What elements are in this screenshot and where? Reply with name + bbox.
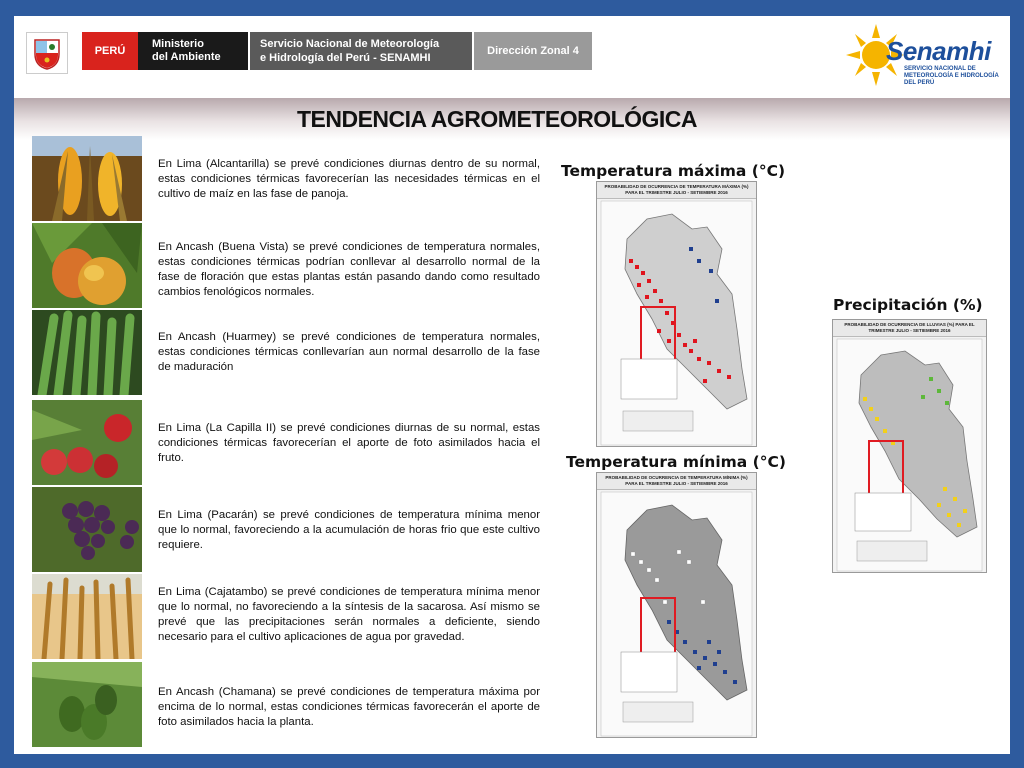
slide [14, 16, 1010, 754]
servicio-line2: e Hidrología del Perú - SENAMHI [260, 52, 431, 64]
avocado-image [32, 662, 142, 747]
precip-label: Precipitación (%) [833, 296, 983, 314]
tmin-map[interactable] [596, 472, 757, 738]
precip-map[interactable] [832, 319, 987, 573]
grape-image [32, 487, 142, 572]
ministerio-line2: del Ambiente [152, 51, 221, 63]
logo-wordmark: Senamhi [886, 36, 991, 66]
ministerio-line1: Ministerio [152, 38, 204, 50]
tmax-map[interactable] [596, 181, 757, 447]
apple-image [32, 400, 142, 485]
direccion-zonal-badge[interactable]: Dirección Zonal 4 [474, 32, 592, 70]
precip-map-title: PROBABILIDAD DE OCURRENCIA DE LLUVIAS (%) PARA EL TRIMESTRE JULIO - SETIEMBRE 2016 [833, 320, 986, 337]
corn-image [32, 136, 142, 221]
peru-badge[interactable]: PERÚ [82, 32, 138, 70]
asparagus-image [32, 310, 142, 395]
wheat-image [32, 574, 142, 659]
crop-description-6: En Lima (Cajatambo) se prevé condiciones de temperatura mínima menor que lo normal, no favoreciendo a la síntesis de la sacarosa. Así mismo se prevé que las precipitaciones serán normales a deficiente, siendo necesario para el cultivo aplicaciones de agua por gravedad. [158, 586, 540, 643]
mango-image [32, 223, 142, 308]
tmax-label: Temperatura máxima (°C) [561, 162, 786, 180]
senamhi-logo [846, 20, 1006, 92]
crop-description-1: En Lima (Alcantarilla) se prevé condiciones diurnas dentro de su normal, estas condiciones térmicas favorecerían las necesidades térmicas en el cultivo de maíz en las fase de panoja. [158, 158, 540, 200]
crop-description-2: En Ancash (Buena Vista) se prevé condiciones de temperatura normales, estas condiciones térmicas podrían conllevar al desarrollo normal de la fase de floración que estas plantas están pasando dando como resultado cambios fenológicos normales. [158, 241, 540, 298]
tmin-label: Temperatura mínima (°C) [566, 453, 786, 471]
crop-description-4: En Lima (La Capilla II) se prevé condiciones diurnas de su normal, estas condiciones térmicas favorecerían el aporte de foto asimilados hacia el fruto. [158, 422, 540, 464]
coat-of-arms-icon [26, 32, 68, 74]
crop-description-3: En Ancash (Huarmey) se prevé condiciones de temperatura normales, estas condiciones térmicas conllevarían aun normal desarrollo de la fase de maduración [158, 331, 540, 373]
ministerio-badge[interactable] [138, 32, 248, 70]
tmin-map-title: PROBABILIDAD DE OCURRENCIA DE TEMPERATURA MÍNIMA (%) PARA EL TRIMESTRE JULIO - SETIEMBRE 2016 [597, 473, 756, 490]
government-strip [26, 32, 592, 72]
header [14, 16, 1010, 96]
logo-subtitle: SERVICIO NACIONAL DE METEOROLOGÍA E HIDROLOGÍA DEL PERÚ [904, 66, 999, 86]
crop-description-5: En Lima (Pacarán) se prevé condiciones de temperatura mínima menor que lo normal, favoreciendo a la acumulación de horas frio que este cultivo requiere. [158, 509, 540, 551]
tmax-map-title: PROBABILIDAD DE OCURRENCIA DE TEMPERATURA MÁXIMA (%) PARA EL TRIMESTRE JULIO - SETIEMBRE 2016 [597, 182, 756, 199]
crop-description-7: En Ancash (Chamana) se prevé condiciones de temperatura máxima por encima de lo normal, estas condiciones térmicas favorecerán el aporte de foto asimilados hacia la planta. [158, 686, 540, 728]
servicio-badge[interactable] [250, 32, 472, 70]
servicio-line1: Servicio Nacional de Meteorología [260, 38, 440, 50]
page-title: TENDENCIA AGROMETEOROLÓGICA [296, 106, 698, 132]
